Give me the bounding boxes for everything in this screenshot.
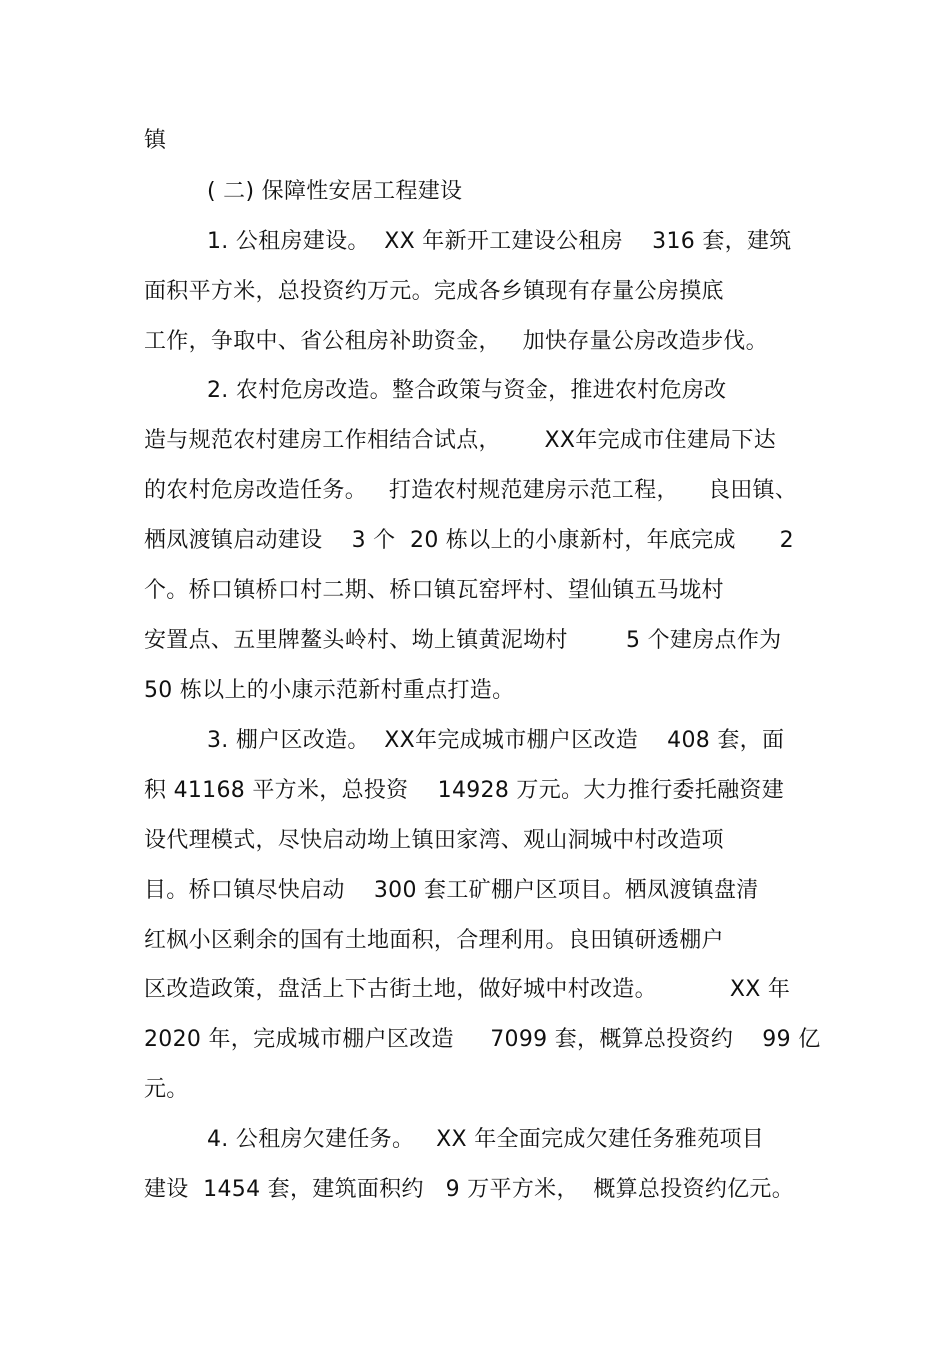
- text-line: 区改造政策，盘活上下古街土地，做好城中村改造。 XX 年: [144, 977, 791, 1002]
- text-line: 安置点、五里牌鳌头岭村、坳上镇黄泥坳村 5 个建房点作为: [144, 628, 782, 653]
- text-line: 面积平方米，总投资约万元。完成各乡镇现有存量公房摸底: [144, 279, 724, 304]
- text-line: 个。桥口镇桥口村二期、桥口镇瓦窑坪村、望仙镇五马垅村: [144, 578, 724, 603]
- text-line: 元。: [144, 1077, 189, 1102]
- text-line: 设代理模式，尽快启动坳上镇田家湾、观山洞城中村改造项: [144, 828, 724, 853]
- text-line: 1. 公租房建设。 XX 年新开工建设公租房 316 套，建筑: [207, 229, 792, 254]
- text-line: 栖凤渡镇启动建设 3 个 20 栋以上的小康新村，年底完成 2: [144, 528, 794, 553]
- text-line: 3. 棚户区改造。 XX年完成城市棚户区改造 408 套，面: [207, 728, 785, 753]
- text-line: 50 栋以上的小康示范新村重点打造。: [144, 678, 515, 703]
- text-line: 建设 1454 套，建筑面积约 9 万平方米， 概算总投资约亿元。: [144, 1177, 795, 1202]
- text-line: 的农村危房改造任务。 打造农村规范建房示范工程， 良田镇、: [144, 478, 798, 503]
- text-line: 工作，争取中、省公租房补助资金， 加快存量公房改造步伐。: [144, 329, 768, 354]
- section-heading: ( 二) 保障性安居工程建设: [207, 179, 463, 204]
- text-line: 2020 年，完成城市棚户区改造 7099 套，概算总投资约 99 亿: [144, 1027, 821, 1052]
- text-line: 造与规范农村建房工作相结合试点， XX年完成市住建局下达: [144, 428, 777, 453]
- text-line: 红枫小区剩余的国有土地面积，合理利用。良田镇研透棚户: [144, 928, 724, 953]
- text-line: 镇: [144, 128, 167, 153]
- text-line: 积 41168 平方米，总投资 14928 万元。大力推行委托融资建: [144, 778, 785, 803]
- text-line: 2. 农村危房改造。整合政策与资金，推进农村危房改: [207, 378, 727, 403]
- text-line: 4. 公租房欠建任务。 XX 年全面完成欠建任务雅苑项目: [207, 1127, 765, 1152]
- text-line: 目。桥口镇尽快启动 300 套工矿棚户区项目。栖凤渡镇盘清: [144, 878, 759, 903]
